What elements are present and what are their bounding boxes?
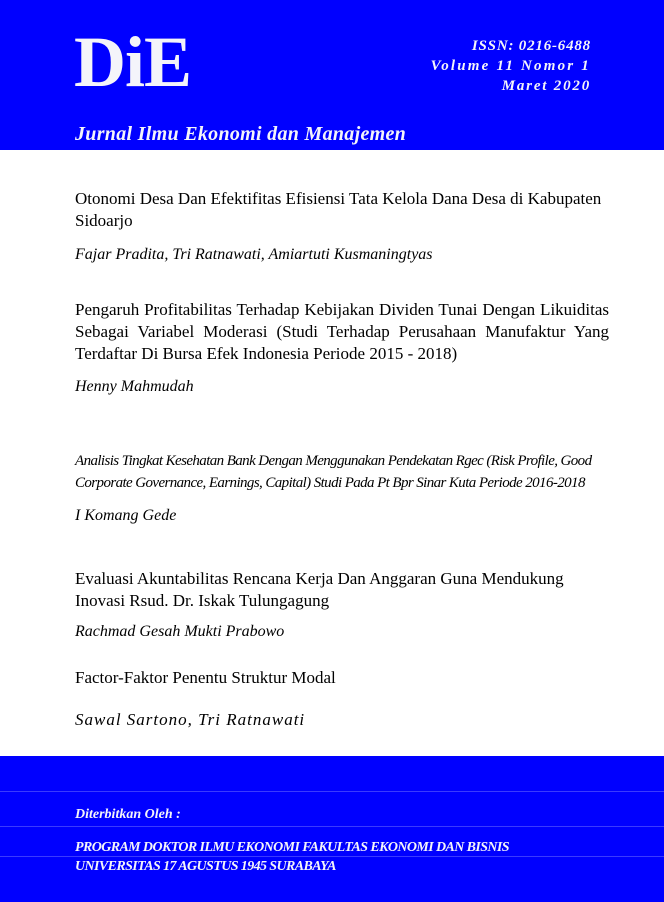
publisher-line: UNIVERSITAS 17 AGUSTUS 1945 SURABAYA [75,859,336,874]
issn: ISSN: 0216-6488 [471,38,591,54]
issue-info [431,36,591,96]
article-authors: Henny Mahmudah [75,378,194,395]
article-title: Pengaruh Profitabilitas Terhadap Kebijakan Dividen Tunai Dengan Likuiditas Sebagai Variabel Moderasi (Studi Terhadap Perusahaan Manufaktur Yang Terdaftar Di Bursa Efek Indonesia Periode 2015 - 2018) [75,300,609,363]
article-entry [75,568,609,642]
article-title: Otonomi Desa Dan Efektifitas Efisiensi Tata Kelola Dana Desa di Kabupaten Sidoarjo [75,189,602,230]
article-title: Analisis Tingkat Kesehatan Bank Dengan Menggunakan Pendekatan Rgec (Risk Profile, Good Corporate Governance, Earnings, Capital) Studi Pada Pt Bpr Sinar Kuta Periode 2016-2018 [75,453,592,491]
volume-number: Volume 11 Nomor 1 [430,58,591,74]
article-title: Factor-Faktor Penentu Struktur Modal [75,668,336,687]
footer-divider [0,791,664,792]
journal-logo: DiE [74,22,192,102]
publisher-label: Diterbitkan Oleh : [75,807,181,822]
article-authors: Rachmad Gesah Mukti Prabowo [75,623,285,640]
article-title: Evaluasi Akuntabilitas Rencana Kerja Dan Anggaran Guna Mendukung Inovasi Rsud. Dr. Iskak Tulungagung [75,569,564,610]
article-authors: Sawal Sartono, Tri Ratnawati [75,710,306,729]
article-authors: I Komang Gede [75,507,177,524]
article-entry [75,667,609,730]
publisher-line: PROGRAM DOKTOR ILMU EKONOMI FAKULTAS EKONOMI DAN BISNIS [75,840,509,855]
journal-name: Jurnal Ilmu Ekonomi dan Manajemen [75,123,407,145]
issue-date: Maret 2020 [501,78,591,94]
cover-footer [0,756,664,902]
cover-header [0,0,664,150]
article-entry [75,299,609,397]
article-entry [75,188,609,265]
article-entry [75,450,609,526]
publisher-name [75,838,509,876]
article-authors: Fajar Pradita, Tri Ratnawati, Amiartuti Kusmaningtyas [75,246,433,263]
footer-divider [0,826,664,827]
